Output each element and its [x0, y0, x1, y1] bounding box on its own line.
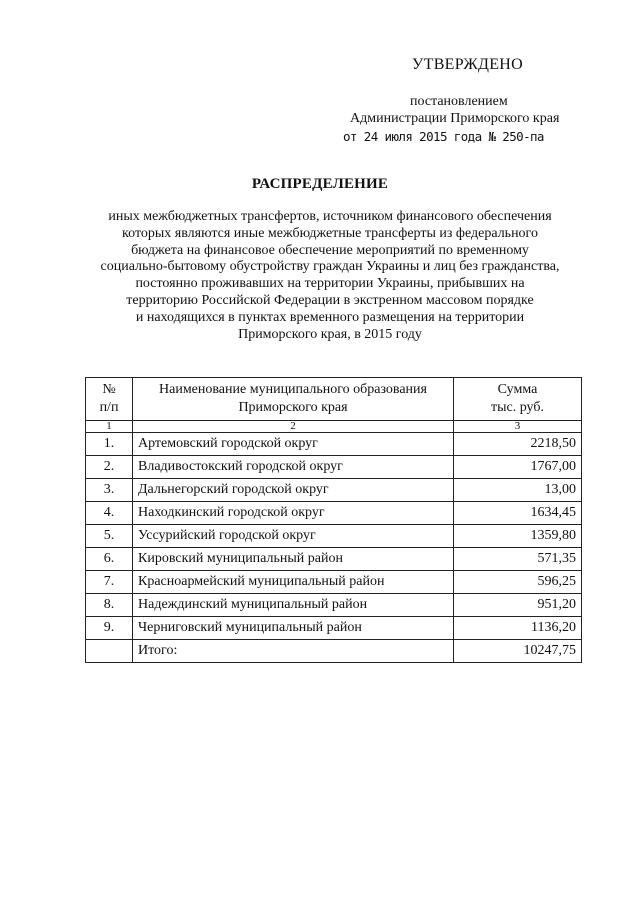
- subtitle-line: иных межбюджетных трансфертов, источником финансового обеспечения: [108, 209, 552, 224]
- table-row: [86, 525, 582, 548]
- row-number: 2.: [86, 456, 133, 479]
- administration-name: Администрации Приморского края: [350, 111, 560, 126]
- row-number: 1.: [86, 433, 133, 456]
- decree-date-number: от 24 июля 2015 года № 250-па: [343, 129, 544, 144]
- row-number: 7.: [86, 571, 133, 594]
- column-number-cell: 2: [133, 421, 454, 433]
- document-subtitle: [70, 209, 590, 343]
- amount: 2218,50: [454, 433, 582, 456]
- amount: 13,00: [454, 479, 582, 502]
- subtitle-line: постоянно проживавших на территории Украины, прибывших на: [135, 276, 525, 292]
- header-sum-line: Сумма: [497, 382, 538, 397]
- table-header-row: [86, 378, 582, 421]
- row-number: 4.: [86, 502, 133, 525]
- document-title: РАСПРЕДЕЛЕНИЕ: [251, 176, 389, 192]
- amount: 571,35: [454, 548, 582, 571]
- header-number-cell: [86, 378, 133, 421]
- row-number: 8.: [86, 594, 133, 617]
- row-number: 6.: [86, 548, 133, 571]
- subtitle-line: территорию Российской Федерации в экстренном массовом порядке: [126, 292, 534, 308]
- column-number-row: [86, 421, 582, 433]
- total-label: Итого:: [133, 640, 454, 663]
- header-sum-cell: [454, 378, 582, 421]
- municipality-name: Артемовский городской округ: [133, 433, 454, 456]
- municipality-name: Уссурийский городской округ: [133, 525, 454, 548]
- header-name-line: Приморского края: [238, 400, 348, 415]
- municipality-name: Дальнегорский городской округ: [133, 479, 454, 502]
- header-number-line: п/п: [99, 400, 119, 415]
- column-number-cell: 3: [454, 421, 582, 433]
- amount: 1634,45: [454, 502, 582, 525]
- subtitle-line: Приморского края, в 2015 году: [238, 326, 422, 342]
- row-number: 5.: [86, 525, 133, 548]
- table-row: [86, 548, 582, 571]
- total-number: [86, 640, 133, 663]
- approved-label: УТВЕРЖДЕНО: [412, 56, 524, 73]
- subtitle-line: и находящихся в пунктах временного размещения на территории: [135, 309, 525, 325]
- municipality-name: Черниговский муниципальный район: [133, 617, 454, 640]
- municipality-name: Кировский муниципальный район: [133, 548, 454, 571]
- row-number: 3.: [86, 479, 133, 502]
- amount: 1136,20: [454, 617, 582, 640]
- column-number-cell: 1: [86, 421, 133, 433]
- amount: 1767,00: [454, 456, 582, 479]
- total-row: [86, 640, 582, 663]
- table-row: [86, 571, 582, 594]
- header-sum-line: тыс. руб.: [491, 400, 544, 415]
- subtitle-line: бюджета на финансовое обеспечение мероприятий по временному: [131, 242, 529, 258]
- distribution-table: [85, 377, 582, 663]
- total-amount: 10247,75: [454, 640, 582, 663]
- header-name-cell: [133, 378, 454, 421]
- table-row: [86, 594, 582, 617]
- municipality-name: Красноармейский муниципальный район: [133, 571, 454, 594]
- table-row: [86, 502, 582, 525]
- municipality-name: Надеждинский муниципальный район: [133, 594, 454, 617]
- amount: 951,20: [454, 594, 582, 617]
- amount: 1359,80: [454, 525, 582, 548]
- subtitle-line: которых являются иные межбюджетные трансферты из федерального: [122, 225, 538, 241]
- subtitle-line: социально-бытовому обустройству граждан Украины и лиц без гражданства,: [100, 259, 560, 275]
- header-name-line: Наименование муниципального образования: [159, 382, 427, 397]
- municipality-name: Владивостокский городской округ: [133, 456, 454, 479]
- table-row: [86, 456, 582, 479]
- amount: 596,25: [454, 571, 582, 594]
- table-row: [86, 433, 582, 456]
- row-number: 9.: [86, 617, 133, 640]
- table-row: [86, 617, 582, 640]
- table-row: [86, 479, 582, 502]
- decree-label: постановлением: [410, 94, 508, 109]
- header-number-line: №: [102, 382, 116, 397]
- municipality-name: Находкинский городской округ: [133, 502, 454, 525]
